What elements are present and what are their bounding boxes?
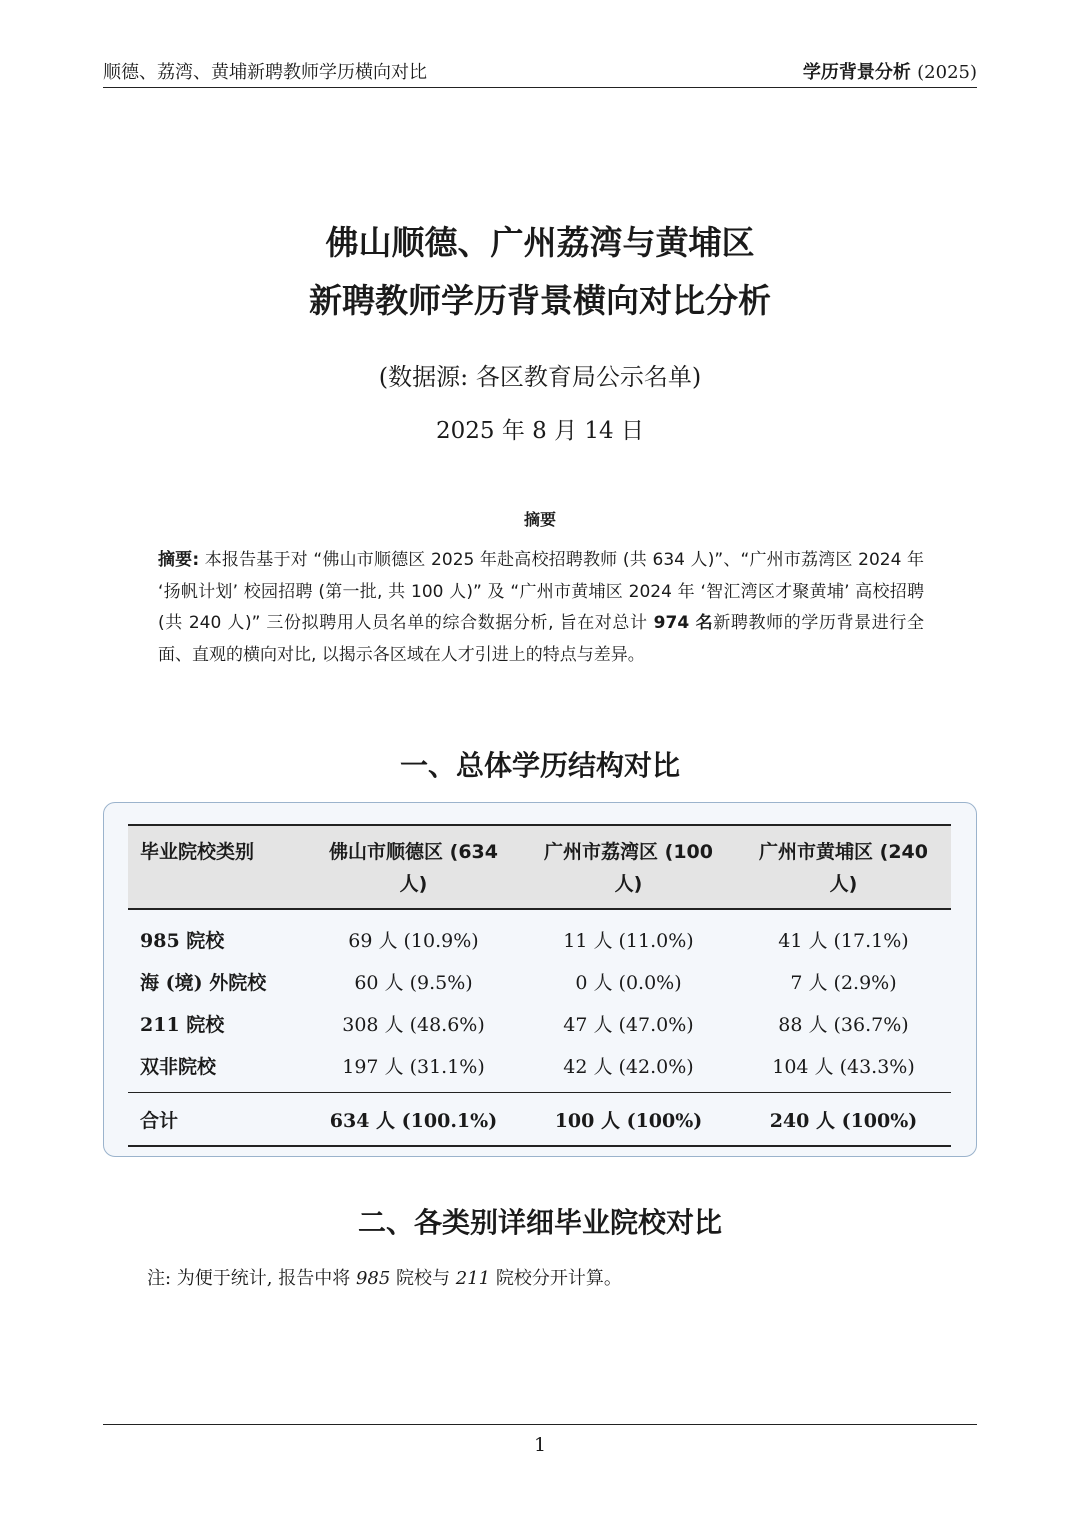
cell-liwan: 0 人 (0.0%) xyxy=(575,971,682,994)
total-liwan: 100 人 (100%) xyxy=(554,1109,703,1132)
col-header-shunde: 佛山市顺德区 (634 人) xyxy=(306,825,521,909)
note-211: 211 xyxy=(455,1268,491,1289)
abstract-paragraph xyxy=(158,545,924,671)
row-category: 985 院校 xyxy=(140,929,225,952)
data-source: (数据源: 各区教育局公示名单) xyxy=(378,363,702,391)
education-comparison-table xyxy=(128,824,951,1147)
table-row xyxy=(128,1002,951,1044)
cell-huangpu: 7 人 (2.9%) xyxy=(790,971,897,994)
section-title-1: 一、总体学历结构对比 xyxy=(399,749,680,782)
page-number: 1 xyxy=(533,1434,547,1456)
cell-huangpu: 41 人 (17.1%) xyxy=(778,929,909,952)
section-title-2: 二、各类别详细毕业院校对比 xyxy=(357,1206,722,1239)
abstract-label: 摘要: xyxy=(158,550,200,570)
cell-huangpu: 104 人 (43.3%) xyxy=(772,1055,915,1078)
cell-shunde: 197 人 (31.1%) xyxy=(342,1055,485,1078)
cell-huangpu: 88 人 (36.7%) xyxy=(778,1013,909,1036)
table-row xyxy=(128,909,951,960)
note-suffix: 院校分开计算。 xyxy=(490,1268,622,1289)
col-header-huangpu: 广州市黄埔区 (240 人) xyxy=(736,825,951,909)
abstract-text-1: 本报告基于对 “佛山市顺德区 2025 年赴高校招聘教师 (共 634 人)”、“广州市荔湾区 2024 年 ‘扬帆计划’ 校园招聘 (第一批, 共 100 人)” 及 “广州市黄埔区 2024 年 ‘智汇湾区才聚黄埔’ 高校招聘 (共 240 人)” 三份拟聘用人员名单的综合数据分析, 旨在对总计 xyxy=(158,550,924,633)
table-total-row xyxy=(128,1093,951,1147)
header-left-title: 顺德、荔湾、黄埔新聘教师学历横向对比 xyxy=(103,61,427,83)
table-row xyxy=(128,1044,951,1093)
title-line-2: 新聘教师学历背景横向对比分析 xyxy=(309,281,771,320)
abstract-text-2: 新聘教师的学历背景进行全面、直观的横向对比, 以揭示各区域在人才引进上的特点与差异。 xyxy=(158,613,925,665)
title-line-1: 佛山顺德、广州荔湾与黄埔区 xyxy=(325,223,755,262)
document-date: 2025 年 8 月 14 日 xyxy=(436,418,644,444)
note-prefix: 注: 为便于统计, 报告中将 xyxy=(147,1268,356,1289)
cell-liwan: 47 人 (47.0%) xyxy=(563,1013,694,1036)
cell-liwan: 11 人 (11.0%) xyxy=(563,929,694,952)
total-shunde: 634 人 (100.1%) xyxy=(329,1109,498,1132)
table-header-row xyxy=(128,825,951,909)
running-header xyxy=(103,58,977,88)
total-huangpu: 240 人 (100%) xyxy=(769,1109,918,1132)
header-right-label: 学历背景分析 xyxy=(802,61,911,83)
total-label: 合计 xyxy=(140,1109,179,1132)
row-category: 双非院校 xyxy=(140,1055,217,1078)
row-category: 海 (境) 外院校 xyxy=(140,971,267,994)
document-title xyxy=(0,214,1080,330)
col-header-category: 毕业院校类别 xyxy=(128,825,306,909)
row-category: 211 院校 xyxy=(140,1013,225,1036)
abstract-heading: 摘要 xyxy=(523,510,556,529)
table-row xyxy=(128,960,951,1002)
abstract-total-count: 974 名 xyxy=(653,613,714,633)
cell-shunde: 69 人 (10.9%) xyxy=(348,929,479,952)
note-985: 985 xyxy=(355,1268,391,1289)
note xyxy=(147,1264,622,1290)
cell-shunde: 308 人 (48.6%) xyxy=(342,1013,485,1036)
cell-shunde: 60 人 (9.5%) xyxy=(354,971,473,994)
header-right-title xyxy=(803,58,977,84)
header-right-year: (2025) xyxy=(917,61,977,83)
note-mid: 院校与 xyxy=(390,1268,456,1289)
footer-rule xyxy=(103,1424,977,1425)
cell-liwan: 42 人 (42.0%) xyxy=(563,1055,694,1078)
col-header-liwan: 广州市荔湾区 (100 人) xyxy=(521,825,736,909)
